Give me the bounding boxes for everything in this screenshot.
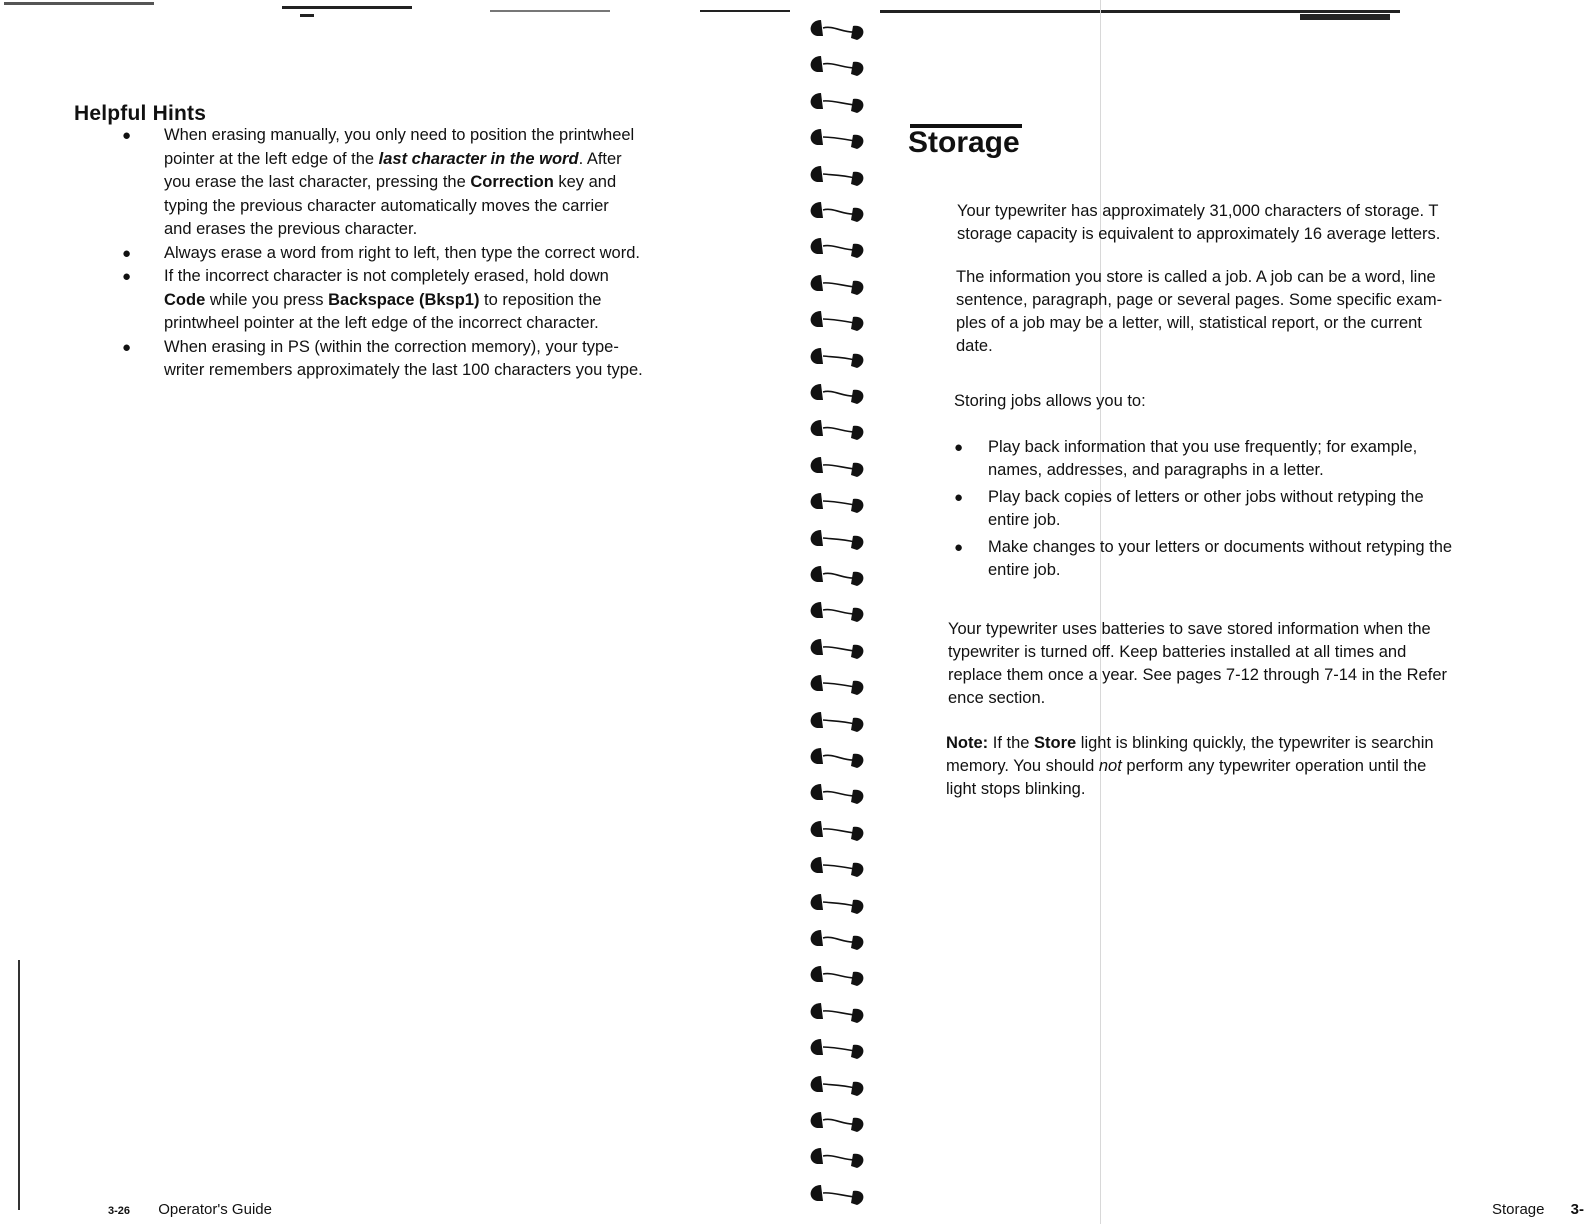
bold-text: Correction [470,173,554,191]
bullet-icon: ● [122,268,132,285]
coil-icon [803,451,867,481]
text-line: Play back copies of letters or other jobs without retyping the [988,488,1424,506]
coil-icon [803,888,867,918]
bullet-icon: ● [954,439,964,456]
binding-coil [803,305,867,335]
coil-icon [803,50,867,80]
coil-icon [803,1179,867,1209]
scan-artifact [4,2,154,5]
text-run: writer remembers approximately the last 100 characters you type. [164,361,643,379]
binding-coil [803,414,867,444]
binding-coil [803,1070,867,1100]
text-line: storage capacity is equivalent to approximately 16 average letters. [957,225,1441,243]
page-number: 3- [1570,1201,1584,1218]
coil-icon [803,14,867,44]
text-run: printwheel pointer at the left edge of the incorrect character. [164,314,599,332]
section-heading: Helpful Hints [74,102,207,125]
text-line: entire job. [988,511,1061,529]
binding-coil [803,924,867,954]
text-line: typewriter is turned off. Keep batteries installed at all times and [948,643,1407,661]
coil-icon [803,1106,867,1136]
text-line: entire job. [988,561,1061,579]
coil-icon [803,269,867,299]
binding-coil [803,960,867,990]
coil-icon [803,596,867,626]
binding-coil [803,888,867,918]
text-run: key and [553,173,617,191]
scan-artifact [1300,14,1390,20]
hint-item [118,124,778,242]
bold-text: Store [1034,734,1077,752]
text-line: date. [956,337,993,355]
binding-coil [803,123,867,153]
bullet-icon: ● [954,539,964,556]
text-line: Your typewriter uses batteries to save stored information when the [948,620,1431,638]
binding-coil [803,669,867,699]
binding-coil [803,778,867,808]
binding-coil [803,87,867,117]
binding-coil [803,14,867,44]
text-run: If the [988,734,1035,752]
bold-text: Code [164,290,206,309]
text-line: ence section. [948,689,1046,707]
emphasis-text: last character in the word [378,149,579,168]
bullet-icon: ● [122,244,132,262]
text-run: pointer at the left edge of the [164,149,379,168]
text-run: . After [578,149,622,168]
text-line: ples of a job may be a letter, will, statistical report, or the current [956,314,1422,332]
coil-icon [803,1070,867,1100]
coil-icon [803,123,867,153]
note-paragraph [946,732,1434,801]
coil-icon [803,851,867,881]
scan-artifact [700,10,790,12]
storage-benefits-list [952,436,1452,586]
coil-icon [803,414,867,444]
binding-coil [803,596,867,626]
text-run: light is blinking quickly, the typewriter is searchin [1076,734,1434,752]
page-title: Storage [908,126,1020,159]
left-page [0,0,780,1224]
binding-coil [803,851,867,881]
coil-icon [803,232,867,262]
hint-item [118,242,778,266]
scan-artifact [282,6,412,9]
text-line: replace them once a year. See pages 7-12 through 7-14 in the Refer [948,666,1447,684]
coil-icon [803,742,867,772]
emphasis-text: not [1098,757,1122,775]
text-run: and erases the previous character. [164,220,418,238]
paragraph-job-definition [956,266,1442,358]
binding-coil [803,1106,867,1136]
list-item [952,486,1452,532]
text-run: while you press [205,290,329,309]
coil-icon [803,815,867,845]
binding-coil [803,633,867,663]
coil-icon [803,160,867,190]
spiral-binding [795,8,880,1224]
text-run: to reposition the [479,290,602,309]
coil-icon [803,778,867,808]
footer-title: Operator's Guide [158,1201,272,1218]
page-number: 3-26 [108,1205,131,1217]
coil-icon [803,960,867,990]
bold-text: Note: [946,734,989,752]
text-run: memory. You should [946,757,1099,775]
scan-artifact [300,14,314,17]
coil-icon [803,524,867,554]
coil-icon [803,706,867,736]
binding-coil [803,378,867,408]
bold-text: Backspace (Bksp1) [328,290,480,309]
list-item [952,436,1452,482]
list-item [952,536,1452,582]
scan-artifact [18,960,20,1210]
fold-line [1100,0,1101,1224]
binding-coil [803,1179,867,1209]
coil-icon [803,560,867,590]
text-run: When erasing manually, you only need to position the printwheel [164,126,635,144]
bullet-icon: ● [954,489,964,506]
left-footer [108,1201,272,1218]
text-run: typing the previous character automatically moves the carrier [164,196,609,215]
binding-coil [803,742,867,772]
coil-icon [803,196,867,226]
text-run: perform any typewriter operation until the [1121,757,1427,775]
binding-coil [803,997,867,1027]
binding-coil [803,1033,867,1063]
text-line: Play back information that you use frequently; for example, [988,438,1418,456]
list-intro: Storing jobs allows you to: [954,392,1146,410]
bullet-icon: ● [122,127,132,144]
text-run: If the incorrect character is not completely erased, hold down [164,267,609,285]
text-line: Make changes to your letters or documents without retyping the [988,538,1453,556]
binding-coil [803,50,867,80]
coil-icon [803,669,867,699]
binding-coil [803,1142,867,1172]
hint-item [118,265,778,336]
coil-icon [803,633,867,663]
coil-icon [803,342,867,372]
text-line: The information you store is called a job. A job can be a word, line [956,268,1436,286]
binding-coil [803,560,867,590]
scan-artifact [490,10,610,12]
coil-icon [803,305,867,335]
hint-item [118,336,778,383]
text-run: light stops blinking. [946,780,1086,798]
coil-icon [803,378,867,408]
coil-icon [803,487,867,517]
paragraph-storage-capacity [957,200,1440,246]
coil-icon [803,1142,867,1172]
binding-coil [803,815,867,845]
text-run: you erase the last character, pressing the [164,173,471,191]
binding-coil [803,160,867,190]
binding-coil [803,232,867,262]
binding-coil [803,487,867,517]
text-line: Your typewriter has approximately 31,000 characters of storage. T [957,202,1439,220]
scan-artifact [880,10,1400,13]
text-run: Always erase a word from right to left, then type the correct word. [164,243,640,262]
hints-list [118,124,778,383]
coil-icon [803,997,867,1027]
text-line: names, addresses, and paragraphs in a letter. [988,461,1324,479]
binding-coil [803,524,867,554]
right-footer [1492,1201,1584,1218]
bullet-icon: ● [122,338,132,356]
binding-coil [803,342,867,372]
binding-coil [803,196,867,226]
paragraph-batteries [948,618,1447,710]
text-line: sentence, paragraph, page or several pages. Some specific exam- [956,291,1443,309]
coil-icon [803,87,867,117]
binding-coil [803,706,867,736]
coil-icon [803,924,867,954]
coil-icon [803,1033,867,1063]
footer-title: Storage [1491,1201,1545,1218]
text-run: When erasing in PS (within the correction memory), your type- [164,337,619,356]
binding-coil [803,451,867,481]
binding-coil [803,269,867,299]
right-page [880,0,1584,1224]
